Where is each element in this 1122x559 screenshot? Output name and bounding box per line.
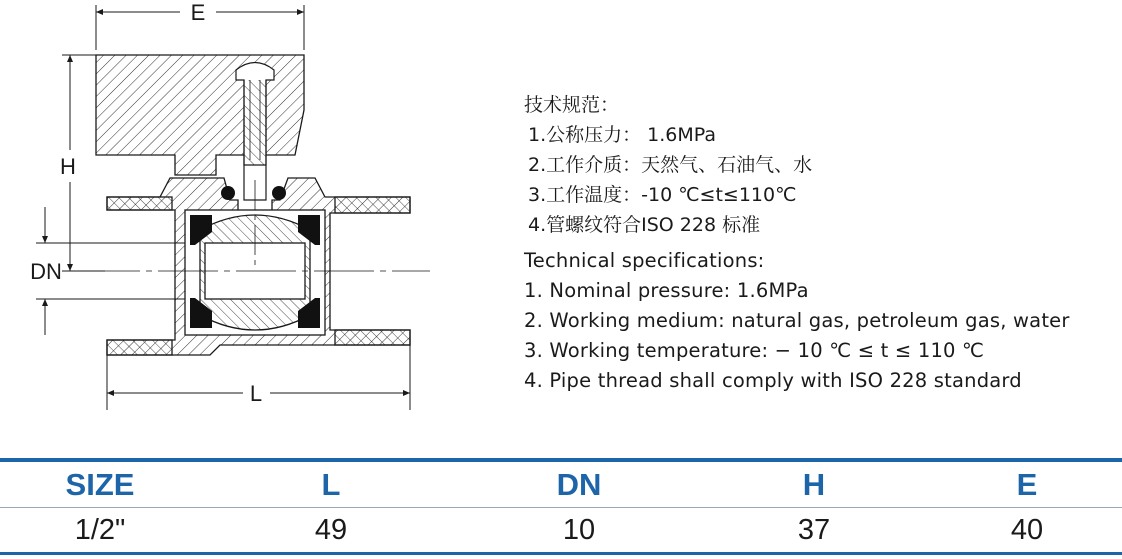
cell-dn: 10 [562,513,596,546]
table-header-row [0,462,1122,507]
cell-size: 1/2" [74,513,126,546]
label-e: E [190,0,206,25]
table-row [0,508,1122,552]
cell-h: 37 [797,513,831,546]
label-dn: DN [30,259,62,284]
header-dn: DN [556,466,602,502]
header-e: E [1016,466,1038,502]
cell-e: 40 [1010,513,1044,546]
spec-item-en-1: 1. Nominal pressure: 1.6MPa [524,279,809,302]
dimension-table [0,458,1122,555]
header-h: H [802,466,826,502]
spec-title-en: Technical specifications: [524,249,765,272]
cell-l: 49 [314,513,348,546]
spec-item-cn-1: 1.公称压力： 1.6MPa [528,124,717,146]
label-l: L [249,381,263,406]
table-bottom-rule [0,552,1122,555]
technical-specifications [524,90,1070,396]
spec-item-en-4: 4. Pipe thread shall comply with ISO 228 standard [524,369,1022,392]
valve-cross-section-drawing [0,0,470,430]
spec-item-en-2: 2. Working medium: natural gas, petroleum gas, water [524,309,1070,332]
header-l: L [321,466,341,502]
spec-item-cn-4: 4.管螺纹符合ISO 228 标准 [528,214,761,236]
spec-item-cn-2: 2.工作介质：天然气、石油气、水 [528,154,813,176]
label-h: H [60,154,76,179]
spec-item-cn-3: 3.工作温度：-10 ℃≤t≤110℃ [528,184,797,206]
spec-title-cn: 技术规范： [524,94,620,116]
header-size: SIZE [65,466,135,502]
spec-item-en-3: 3. Working temperature: − 10 ℃ ≤ t ≤ 110 ℃ [524,339,985,362]
